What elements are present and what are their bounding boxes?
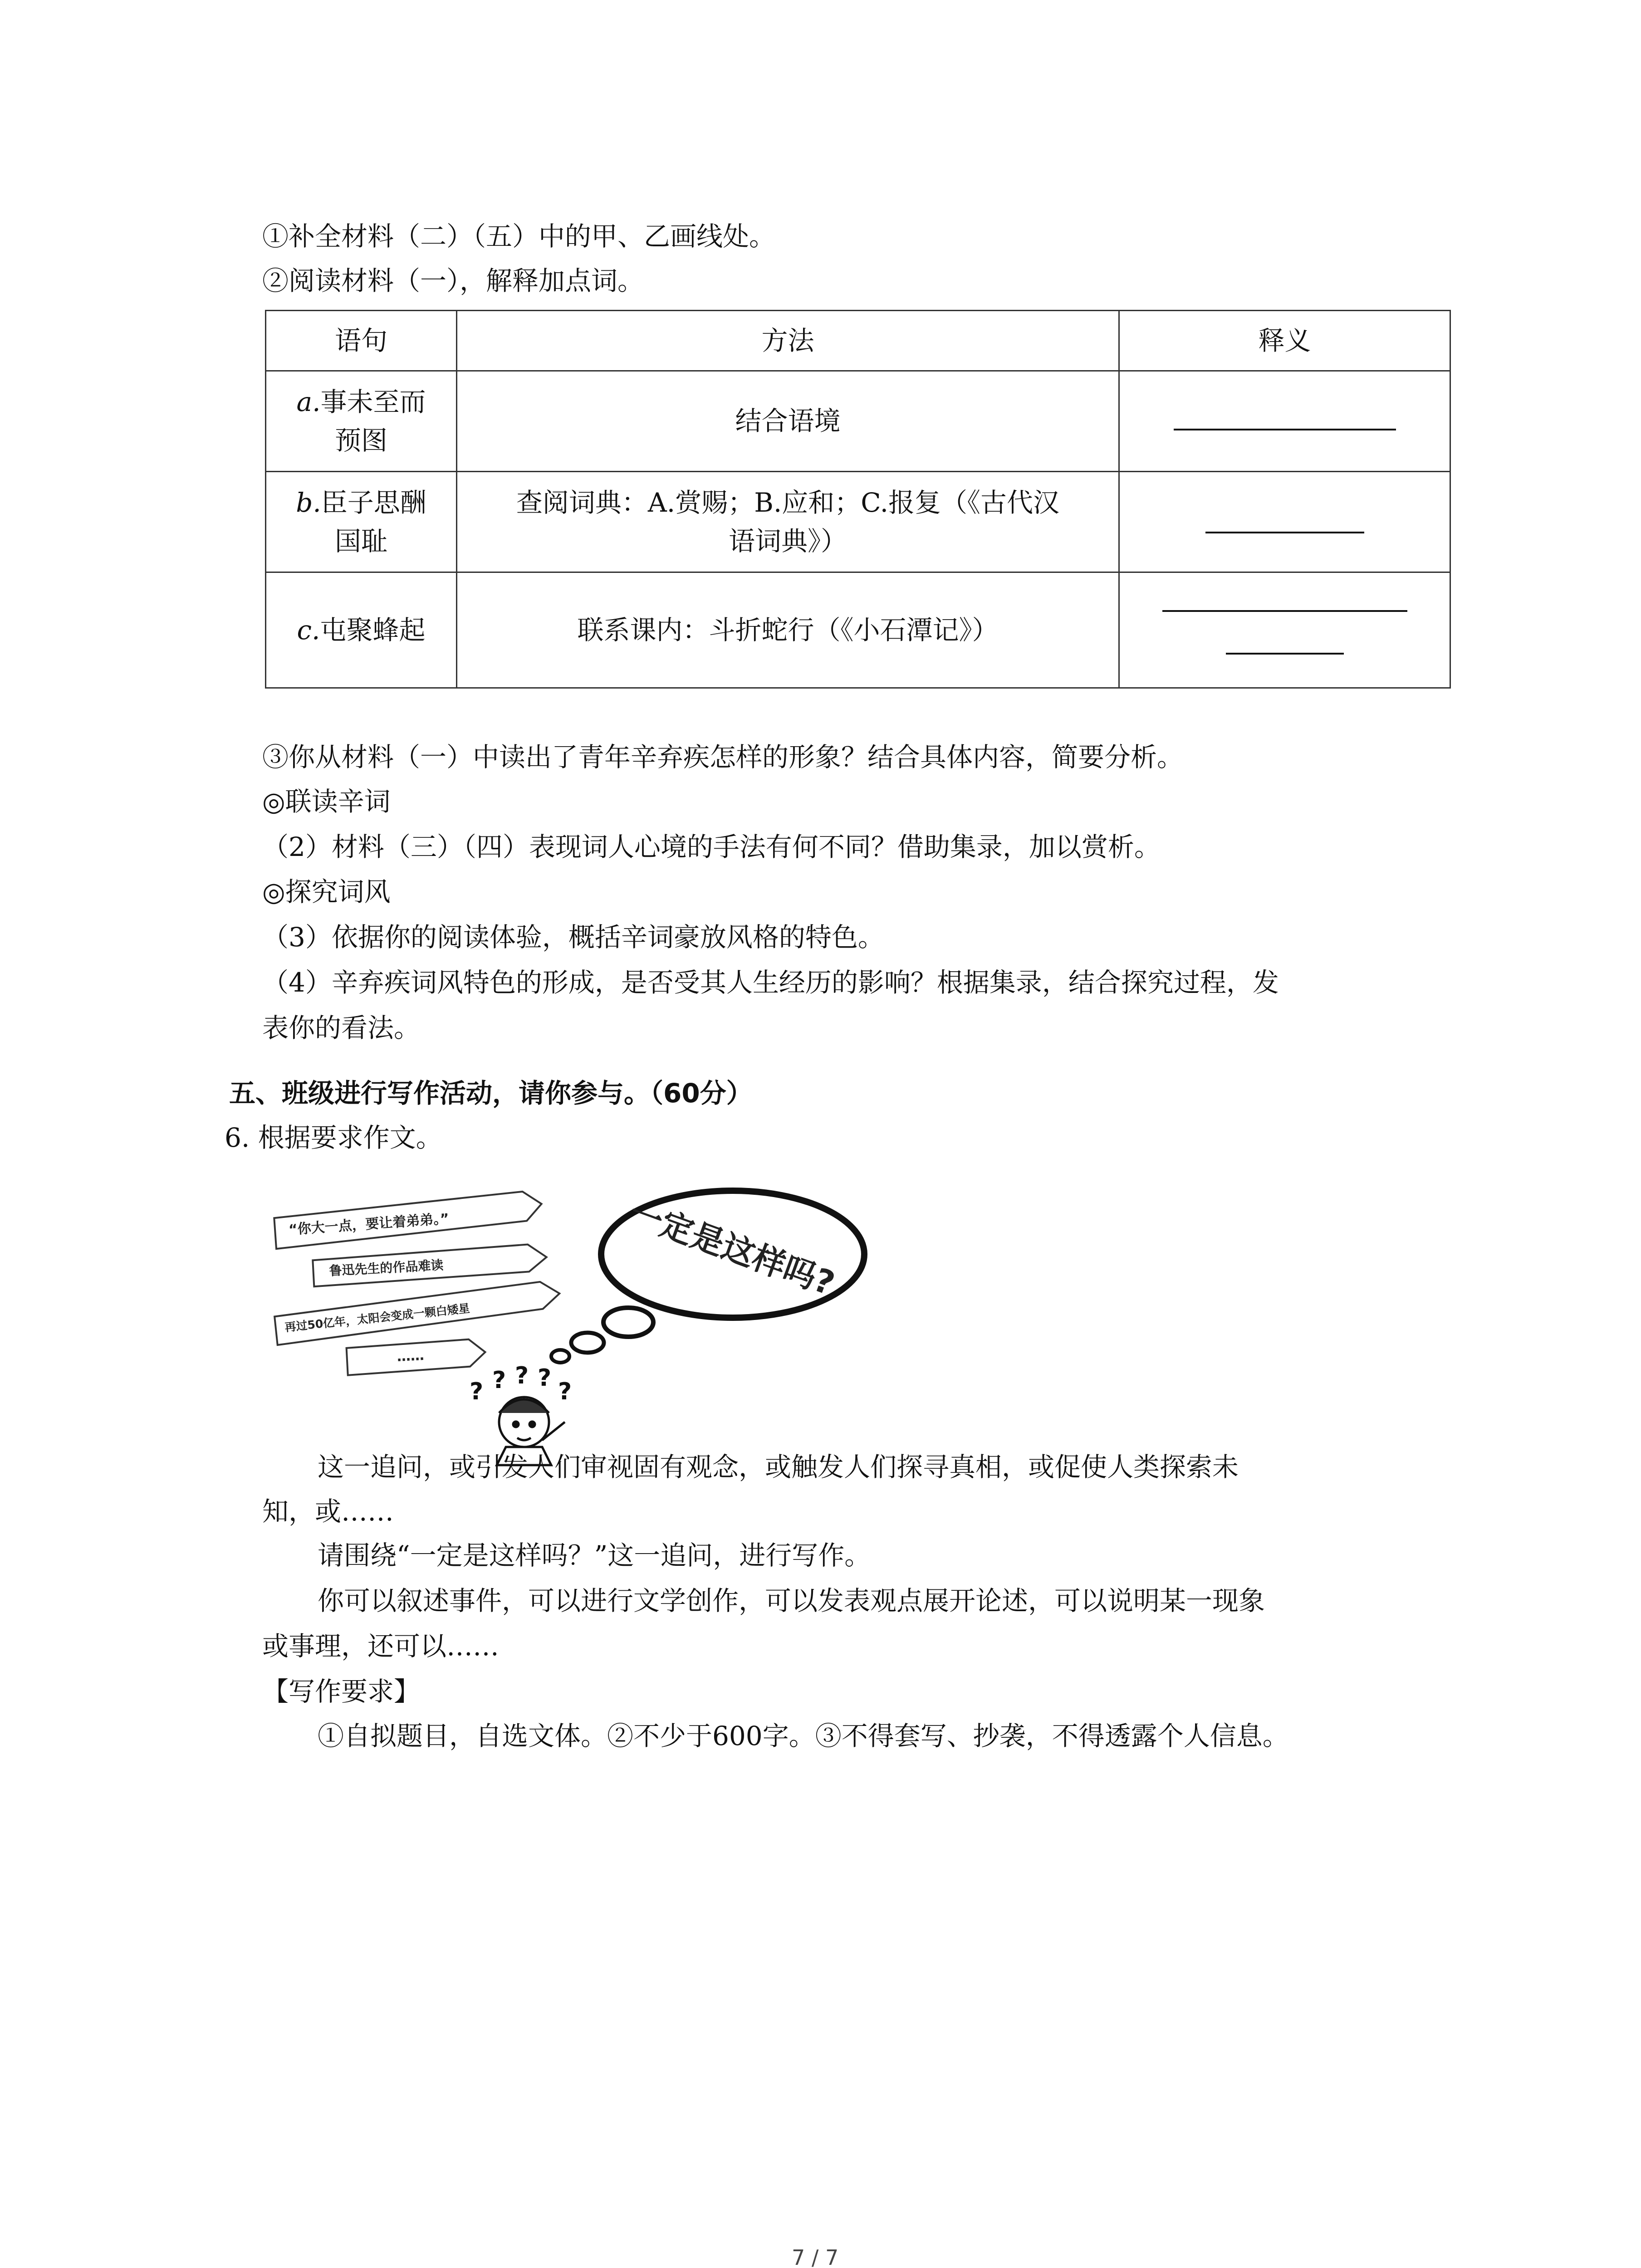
meaning-cell [1119, 572, 1450, 688]
banner-2 [313, 1243, 548, 1286]
answer-blank[interactable] [1174, 429, 1396, 430]
sentence-text-2: 国耻 [334, 525, 387, 557]
paragraph-1-line-2: 知，或…… [262, 1496, 394, 1527]
word-explanation-table [265, 310, 1451, 689]
banner-3-text: 再过50亿年，太阳会变成一颗白矮星 [284, 1301, 470, 1334]
svg-text:?: ? [538, 1364, 552, 1392]
row-letter: a. [296, 386, 321, 418]
method-cell [457, 472, 1119, 572]
paragraph-2: 请围绕“一定是这样吗？”这一追问，进行写作。 [318, 1540, 871, 1571]
requirements-text: ①自拟题目，自选文体。②不少于600字。③不得套写、抄袭，不得透露个人信息。 [318, 1721, 1289, 1751]
sentence-text: 事未至而 [320, 386, 426, 418]
method-cell [457, 371, 1119, 472]
question-part-2: （2）材料（三）（四）表现词人心境的手法有何不同？借助集录，加以赏析。 [262, 831, 1161, 862]
method-cell [457, 572, 1119, 688]
sentence-text-2: 预图 [334, 425, 387, 456]
question-3: ③你从材料（一）中读出了青年辛弃疾怎样的形象？结合具体内容，简要分析。 [262, 742, 1184, 772]
method-text: 结合语境 [735, 406, 841, 437]
question-2: ②阅读材料（一），解释加点词。 [262, 265, 644, 296]
bubble-text: 一定是这样吗? [624, 1193, 840, 1303]
row-letter: c. [297, 614, 320, 645]
question-part-3: （3）依据你的阅读体验，概括辛词豪放风格的特色。 [262, 922, 884, 953]
meaning-cell [1119, 371, 1450, 472]
heading-tan-jiu: ◎探究词风 [262, 876, 391, 907]
table-row [266, 371, 1450, 472]
answer-blank[interactable] [1205, 532, 1364, 533]
question-1: ①补全材料（二）（五）中的甲、乙画线处。 [262, 221, 776, 252]
svg-text:?: ? [558, 1378, 572, 1405]
sentence-text: 臣子思酬 [321, 487, 426, 518]
answer-blank-2[interactable] [1226, 653, 1344, 655]
page-number: 7 / 7 [792, 2245, 839, 2268]
method-text-2: 语词典》） [728, 525, 847, 557]
question-part-4-line-2: 表你的看法。 [262, 1012, 421, 1043]
sentence-cell [266, 472, 457, 572]
sentence-cell [266, 572, 457, 688]
header-sentence: 语句 [266, 311, 457, 371]
thought-bubble [551, 1191, 864, 1363]
answer-blank[interactable] [1162, 610, 1407, 612]
table-row [266, 572, 1450, 688]
svg-text:?: ? [515, 1362, 529, 1389]
question-part-4-line-1: （4）辛弃疾词风特色的形成，是否受其人生经历的影响？根据集录，结合探究过程，发 [262, 967, 1279, 998]
svg-text:?: ? [492, 1367, 506, 1394]
banner-4-text: …… [396, 1347, 425, 1365]
method-text: 查阅词典：A.赏赐；B.应和；C.报复（《古代汉 [516, 487, 1060, 518]
banner-1 [274, 1190, 544, 1249]
section-5-title: 五、班级进行写作活动，请你参与。（60分） [229, 1078, 753, 1109]
sentence-cell [266, 371, 457, 472]
header-meaning: 释义 [1119, 311, 1450, 371]
sentence-text: 屯聚蜂起 [320, 614, 426, 645]
method-text: 联系课内：斗折蛇行（《小石潭记》） [577, 614, 999, 645]
banner-4 [346, 1339, 486, 1375]
writing-prompt-illustration [270, 1186, 869, 1467]
table-row [266, 472, 1450, 572]
svg-text:?: ? [470, 1378, 484, 1405]
requirements-heading: 【写作要求】 [262, 1676, 421, 1707]
banner-1-text: “你大一点，要让着弟弟。” [288, 1211, 450, 1238]
paragraph-3-line-1: 你可以叙述事件，可以进行文学创作，可以发表观点展开论述，可以说明某一现象 [318, 1585, 1265, 1616]
meaning-cell [1119, 472, 1450, 572]
heading-lian-du: ◎联读辛词 [262, 786, 391, 817]
row-letter: b. [296, 487, 321, 518]
paragraph-3-line-2: 或事理，还可以…… [262, 1631, 500, 1662]
header-method: 方法 [457, 311, 1119, 371]
table-header-row [266, 311, 1450, 371]
question-6: 6. 根据要求作文。 [225, 1122, 442, 1153]
banner-3 [274, 1280, 562, 1345]
paragraph-1-line-1: 这一追问，或引发人们审视固有观念，或触发人们探寻真相，或促使人类探索未 [318, 1452, 1239, 1482]
banner-2-text: 鲁迅先生的作品难读 [328, 1257, 444, 1279]
